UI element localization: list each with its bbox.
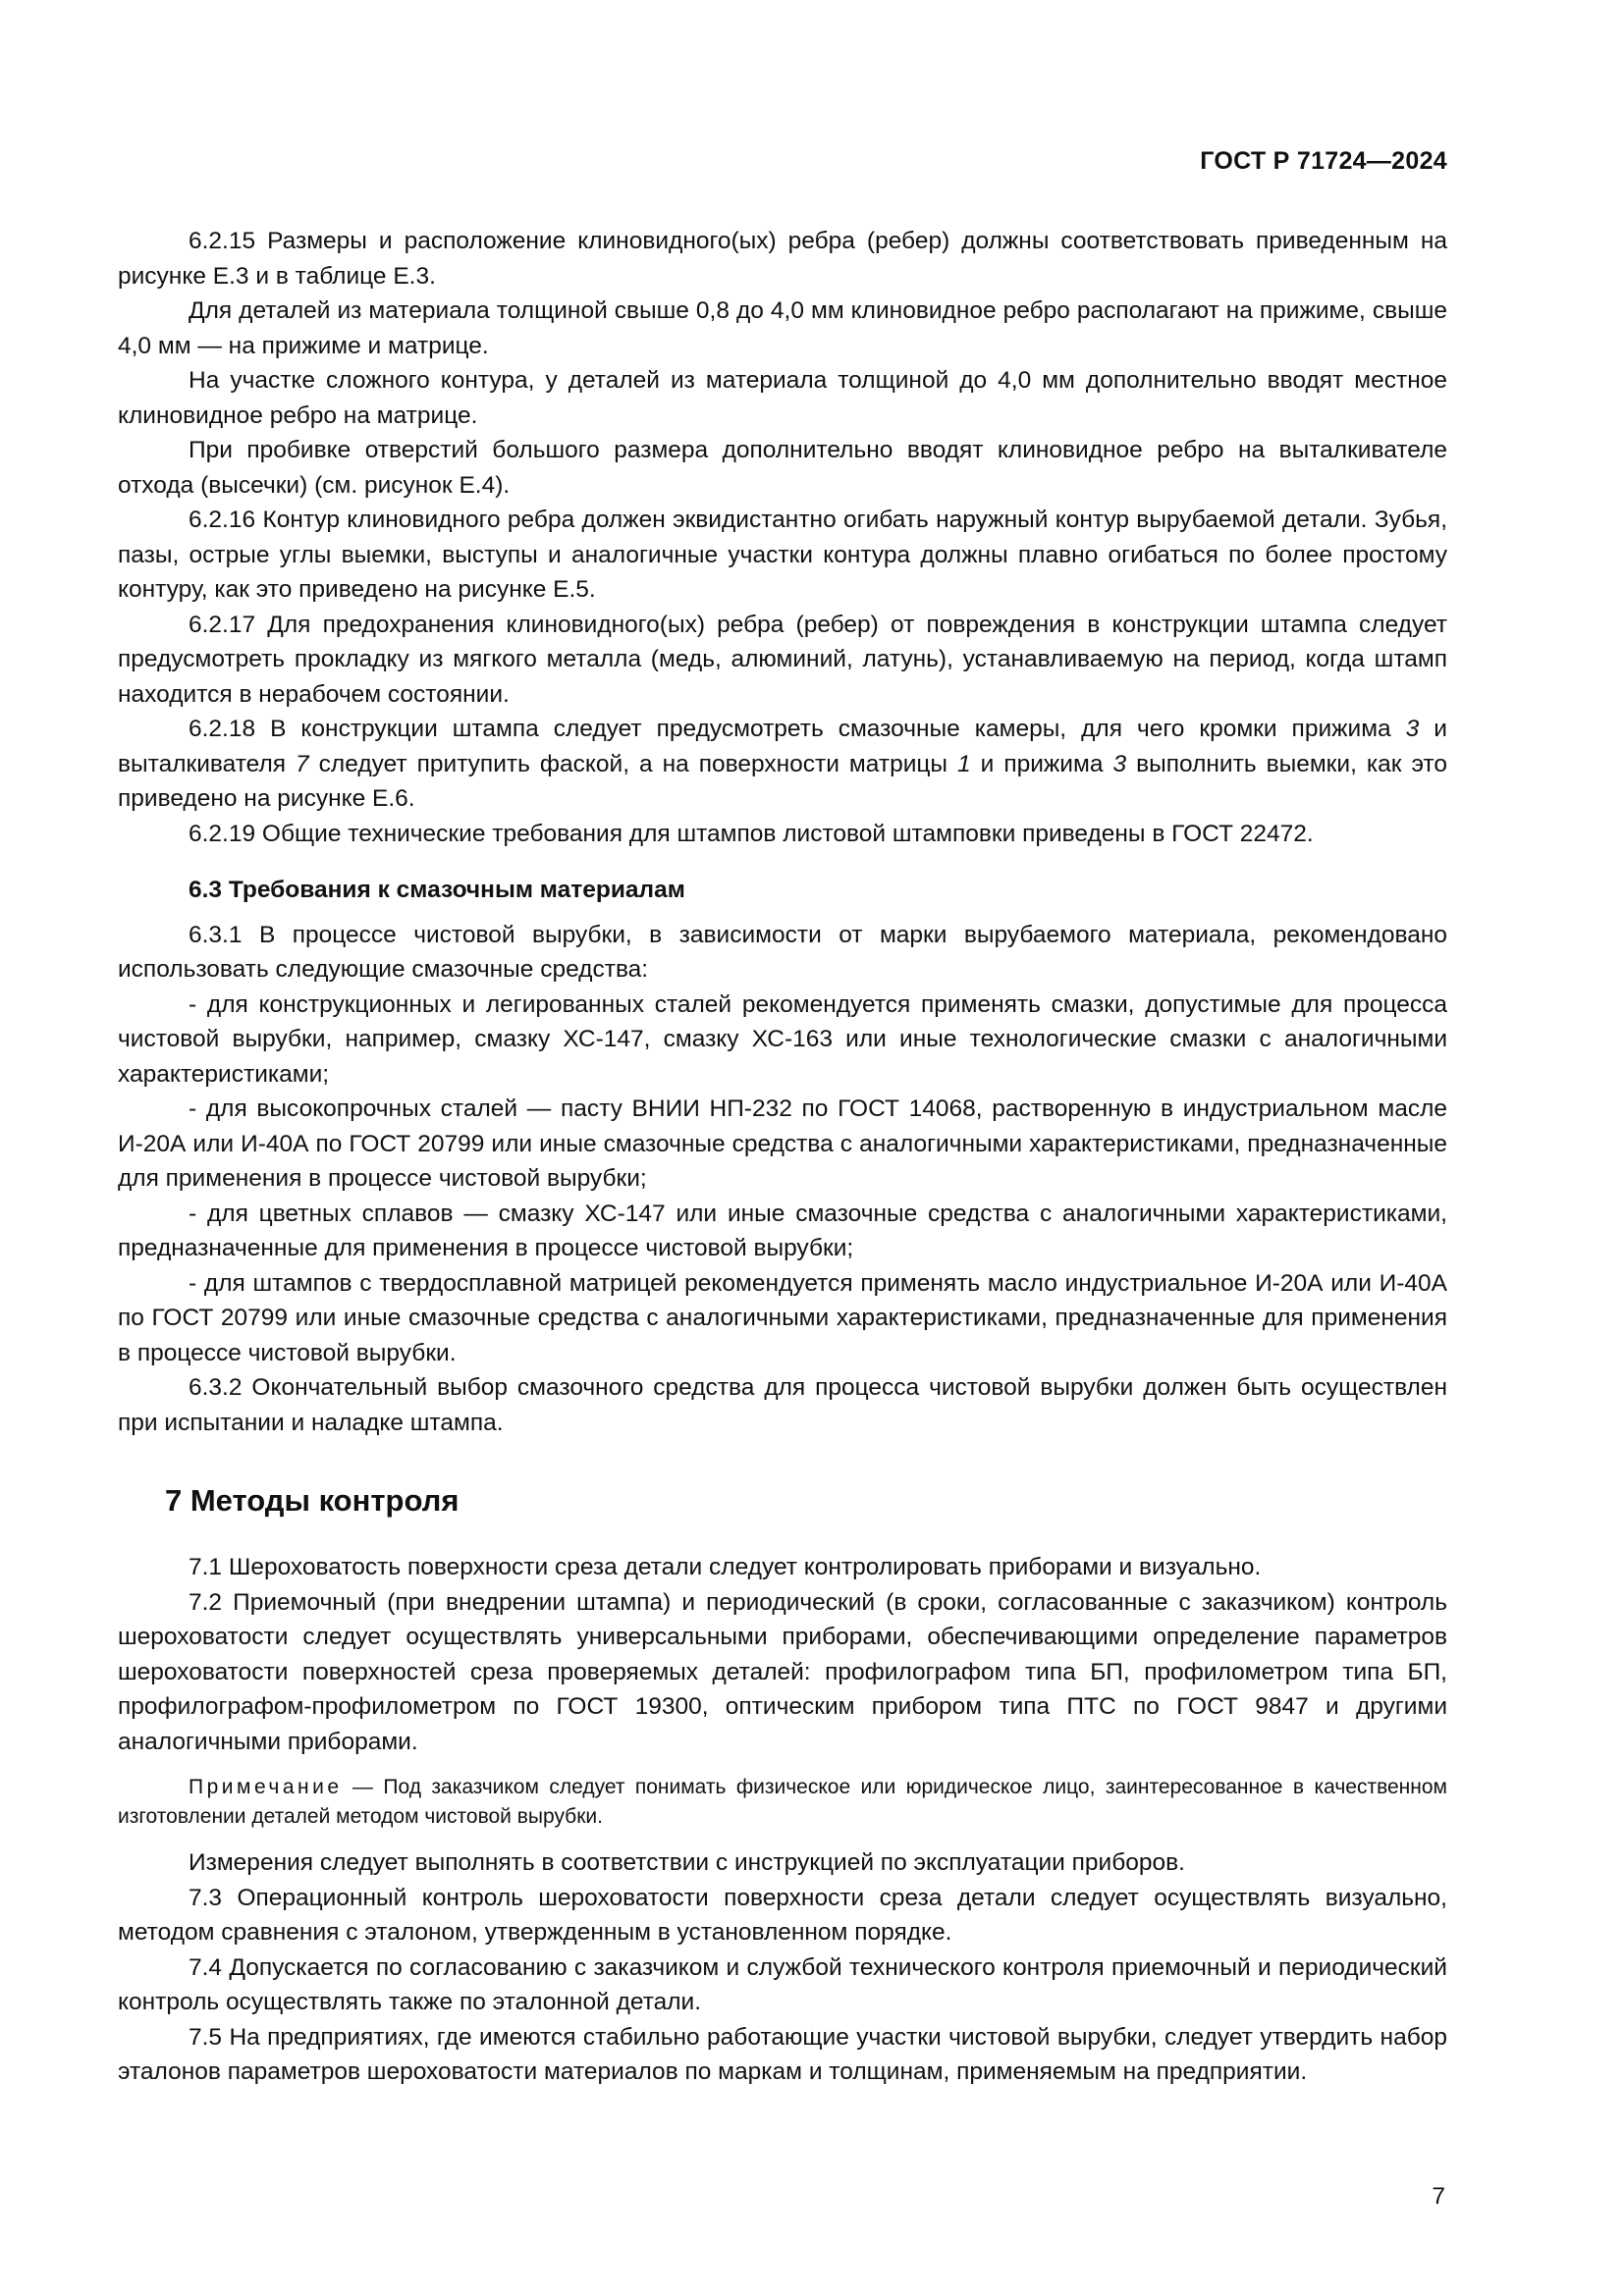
paragraph-7-4: 7.4 Допускается по согласованию с заказчиком и службой технического контроля приемочный и периодический контроль осуществлять также по эталонной детали. bbox=[118, 1953, 1447, 2015]
list-item-carbide-dies: - для штампов с твердосплавной матрицей рекомендуется применять масло индустриальное И-20А или И-40А по ГОСТ 20799 или иные смазочные средства с аналогичными характеристиками, предназначенные для применения в процессе чистовой вырубки. bbox=[118, 1269, 1447, 1366]
text-segment: 6.2.18 В конструкции штампа следует предусмотреть смазочные камеры, для чего кромки прижима bbox=[189, 716, 1406, 742]
paragraph-measurements: Измерения следует выполнять в соответствии с инструкцией по эксплуатации приборов. bbox=[189, 1849, 1185, 1876]
paragraph-large-holes: При пробивке отверстий большого размера дополнительно вводят клиновидное ребро на выталкивателе отхода (высечки) (см. рисунок Е.4). bbox=[118, 437, 1447, 499]
paragraph-6-3-1: 6.3.1 В процессе чистовой вырубки, в зависимости от марки вырубаемого материала, рекомендовано использовать следующие смазочные средства: bbox=[118, 921, 1447, 983]
page-number: 7 bbox=[1432, 2183, 1445, 2210]
paragraph-6-3-2: 6.3.2 Окончательный выбор смазочного средства для процесса чистовой вырубки должен быть осуществлен при испытании и наладке штампа. bbox=[118, 1374, 1447, 1436]
part-number-ref: 1 bbox=[957, 750, 971, 777]
paragraph-7-5: 7.5 На предприятиях, где имеются стабильно работающие участки чистовой вырубки, следует утвердить набор эталонов параметров шероховатости материалов по маркам и толщинам, применяемым на предприятии. bbox=[118, 2023, 1447, 2085]
text-segment: следует притупить фаской, а на поверхности матрицы bbox=[308, 750, 958, 777]
note-text: — Под заказчиком следует понимать физическое или юридическое лицо, заинтересованное в качественном изготовлении деталей методом чистовой вырубки. bbox=[118, 1776, 1447, 1828]
paragraph-complex-contour: На участке сложного контура, у деталей из материала толщиной до 4,0 мм дополнительно вводят местное клиновидное ребро на матрице. bbox=[118, 367, 1447, 429]
list-item-high-strength-steels: - для высокопрочных сталей — пасту ВНИИ НП-232 по ГОСТ 14068, растворенную в индустриальном масле И-20А или И-40А по ГОСТ 20799 или иные смазочные средства с аналогичными характеристиками, предназначенные для применения в процессе чистовой вырубки; bbox=[118, 1095, 1447, 1192]
paragraph-7-3: 7.3 Операционный контроль шероховатости поверхности среза детали следует осуществлять визуально, методом сравнения с эталоном, утвержденным в установленном порядке. bbox=[118, 1884, 1447, 1946]
paragraph-press-location: Для деталей из материала толщиной свыше 0,8 до 4,0 мм клиновидное ребро располагают на прижиме, свыше 4,0 мм — на прижиме и матрице. bbox=[118, 297, 1447, 359]
paragraph-6-2-15: 6.2.15 Размеры и расположение клиновидного(ых) ребра (ребер) должны соответствовать приведенным на рисунке Е.3 и в таблице Е.3. bbox=[118, 228, 1447, 290]
part-number-ref: 3 bbox=[1405, 716, 1420, 742]
paragraph-6-2-19: 6.2.19 Общие технические требования для штампов листовой штамповки приведены в ГОСТ 22472. bbox=[189, 820, 1314, 847]
paragraph-6-2-18 bbox=[118, 712, 1447, 817]
text-segment: выполнить выемки, как это приведено на рисунке Е.6. bbox=[118, 750, 1447, 812]
part-number-ref: 3 bbox=[1112, 750, 1127, 777]
paragraph-7-1: 7.1 Шероховатость поверхности среза детали следует контролировать приборами и визуально. bbox=[189, 1554, 1262, 1580]
text-segment: и прижима bbox=[970, 750, 1113, 777]
list-item-nonferrous-alloys: - для цветных сплавов — смазку ХС-147 или иные смазочные средства с аналогичными характеристиками, предназначенные для применения в процессе чистовой вырубки; bbox=[118, 1200, 1447, 1261]
part-number-ref: 7 bbox=[296, 750, 309, 777]
section-heading-6-3: 6.3 Требования к смазочным материалам bbox=[189, 877, 685, 903]
text-segment: и выталкивателя bbox=[118, 716, 1447, 777]
document-code-header: ГОСТ Р 71724—2024 bbox=[1200, 147, 1447, 175]
note bbox=[118, 1773, 1447, 1832]
chapter-heading-7: 7 Методы контроля bbox=[165, 1483, 460, 1518]
paragraph-6-2-17: 6.2.17 Для предохранения клиновидного(ых) ребра (ребер) от повреждения в конструкции штампа следует предусмотреть прокладку из мягкого металла (медь, алюминий, латунь), устанавливаемую на период, когда штамп находится в нерабочем состоянии. bbox=[118, 611, 1447, 708]
paragraph-7-2: 7.2 Приемочный (при внедрении штампа) и периодический (в сроки, согласованные с заказчиком) контроль шероховатости следует осуществлять универсальными приборами, обеспечивающими определение параметров шероховатости поверхностей среза проверяемых деталей: профилографом типа БП, профилометром типа БП, профилографом-профилометром по ГОСТ 19300, оптическим прибором типа ПТС по ГОСТ 9847 и другими аналогичными приборами. bbox=[118, 1588, 1447, 1755]
note-label: Примечание bbox=[189, 1776, 343, 1798]
list-item-structural-steels: - для конструкционных и легированных сталей рекомендуется применять смазки, допустимые для процесса чистовой вырубки, например, смазку ХС-147, смазку ХС-163 или иные технологические смазки с аналогичными характеристиками; bbox=[118, 990, 1447, 1088]
page-body bbox=[118, 224, 1447, 2090]
paragraph-6-2-16: 6.2.16 Контур клиновидного ребра должен эквидистантно огибать наружный контур вырубаемой детали. Зубья, пазы, острые углы выемки, выступы и аналогичные участки контура должны плавно огибаться по более простому контуру, как это приведено на рисунке Е.5. bbox=[118, 507, 1447, 603]
